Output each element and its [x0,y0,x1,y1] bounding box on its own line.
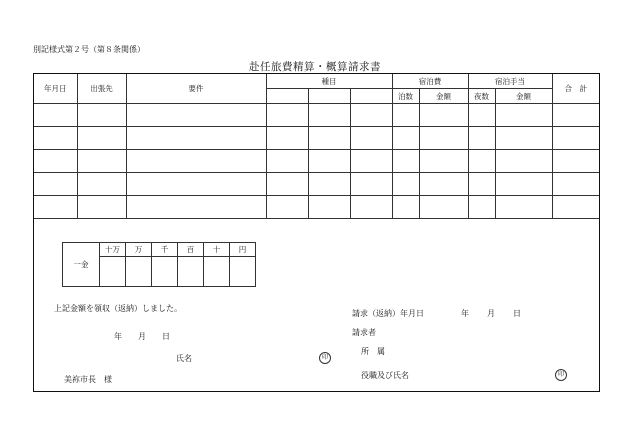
type-sub-1[interactable] [266,89,308,104]
table-cell[interactable] [126,173,266,196]
table-cell[interactable] [266,150,308,173]
table-cell[interactable] [350,127,392,150]
amount-digit-field[interactable] [230,257,256,287]
table-cell[interactable] [350,196,392,219]
table-cell[interactable] [77,173,126,196]
table-cell[interactable] [77,104,126,127]
table-cell[interactable] [419,150,468,173]
table-cell[interactable] [308,127,350,150]
table-cell[interactable] [552,104,599,127]
table-cell[interactable] [266,173,308,196]
col-destination: 出張先 [77,74,126,104]
claim-year: 年 [461,309,469,318]
table-cell[interactable] [419,104,468,127]
table-cell[interactable] [468,104,495,127]
col-lodging-amount: 金額 [419,89,468,104]
receipt-date: 年 月 日 [114,332,170,341]
table-cell[interactable] [392,196,419,219]
table-cell[interactable] [392,127,419,150]
table-cell[interactable] [552,150,599,173]
table-cell[interactable] [126,150,266,173]
table-cell[interactable] [126,196,266,219]
col-allowance-amount: 金額 [495,89,552,104]
addressee: 美祢市長 様 [64,375,112,384]
table-row [34,173,599,196]
table-cell[interactable] [495,150,552,173]
expense-table [34,74,599,219]
claim-month: 月 [487,309,495,318]
table-cell[interactable] [495,196,552,219]
amount-digit-field[interactable] [126,257,152,287]
claimant-label: 請求者 [352,328,376,337]
seal-mark-icon: 印 [555,369,567,381]
table-cell[interactable] [34,150,77,173]
table-cell[interactable] [468,196,495,219]
table-row [34,127,599,150]
table-cell[interactable] [308,173,350,196]
affiliation-label: 所 属 [361,347,385,356]
table-cell[interactable] [419,173,468,196]
amount-digit-field[interactable] [204,257,230,287]
position-name-label: 役職及び氏名 [361,371,409,380]
amount-label: 一金 [63,243,100,287]
table-cell[interactable] [34,173,77,196]
claim-day: 日 [513,309,521,318]
table-cell[interactable] [468,173,495,196]
amount-box [62,242,256,287]
col-night-count: 夜数 [468,89,495,104]
amount-digit-field[interactable] [178,257,204,287]
table-cell[interactable] [419,196,468,219]
table-cell[interactable] [392,173,419,196]
table-cell[interactable] [350,150,392,173]
table-cell[interactable] [308,104,350,127]
table-cell[interactable] [34,104,77,127]
table-cell[interactable] [552,196,599,219]
unit-label: 万 [126,243,152,257]
table-cell[interactable] [308,196,350,219]
table-cell[interactable] [126,127,266,150]
table-cell[interactable] [495,104,552,127]
unit-label: 千 [152,243,178,257]
col-total: 合 計 [552,74,599,104]
table-cell[interactable] [308,150,350,173]
col-lodging: 宿泊費 [392,74,468,89]
table-row [34,104,599,127]
type-sub-2[interactable] [308,89,350,104]
table-cell[interactable] [34,196,77,219]
table-row [34,150,599,173]
receipt-statement: 上記金額を領収（返納）しました。 [54,304,182,313]
col-date: 年月日 [34,74,77,104]
table-cell[interactable] [266,104,308,127]
table-cell[interactable] [77,127,126,150]
table-cell[interactable] [34,127,77,150]
table-cell[interactable] [495,127,552,150]
table-cell[interactable] [468,127,495,150]
unit-label: 十 [204,243,230,257]
table-cell[interactable] [350,173,392,196]
table-cell[interactable] [552,127,599,150]
table-cell[interactable] [392,150,419,173]
table-cell[interactable] [468,150,495,173]
claim-date-label: 請求（返納）年月日 [352,309,424,318]
amount-digit-field[interactable] [100,257,126,287]
col-type: 種目 [266,74,392,89]
seal-mark-icon: 印 [319,352,331,364]
unit-label: 百 [178,243,204,257]
table-cell[interactable] [266,196,308,219]
type-sub-3[interactable] [350,89,392,104]
table-cell[interactable] [126,104,266,127]
unit-label: 円 [230,243,256,257]
table-cell[interactable] [266,127,308,150]
table-cell[interactable] [77,196,126,219]
form-title: 赴任旅費精算・概算請求書 [249,61,381,73]
col-purpose: 要件 [126,74,266,104]
receipt-name-label: 氏名 [176,354,192,363]
form-id: 別記様式第２号（第８条関係） [33,45,145,54]
table-cell[interactable] [495,173,552,196]
table-cell[interactable] [392,104,419,127]
table-cell[interactable] [552,173,599,196]
table-cell[interactable] [77,150,126,173]
table-cell[interactable] [350,104,392,127]
unit-label: 十万 [100,243,126,257]
table-row [34,196,599,219]
amount-digit-field[interactable] [152,257,178,287]
table-cell[interactable] [419,127,468,150]
col-nights: 泊数 [392,89,419,104]
form-frame [33,73,600,392]
col-allowance: 宿泊手当 [468,74,552,89]
